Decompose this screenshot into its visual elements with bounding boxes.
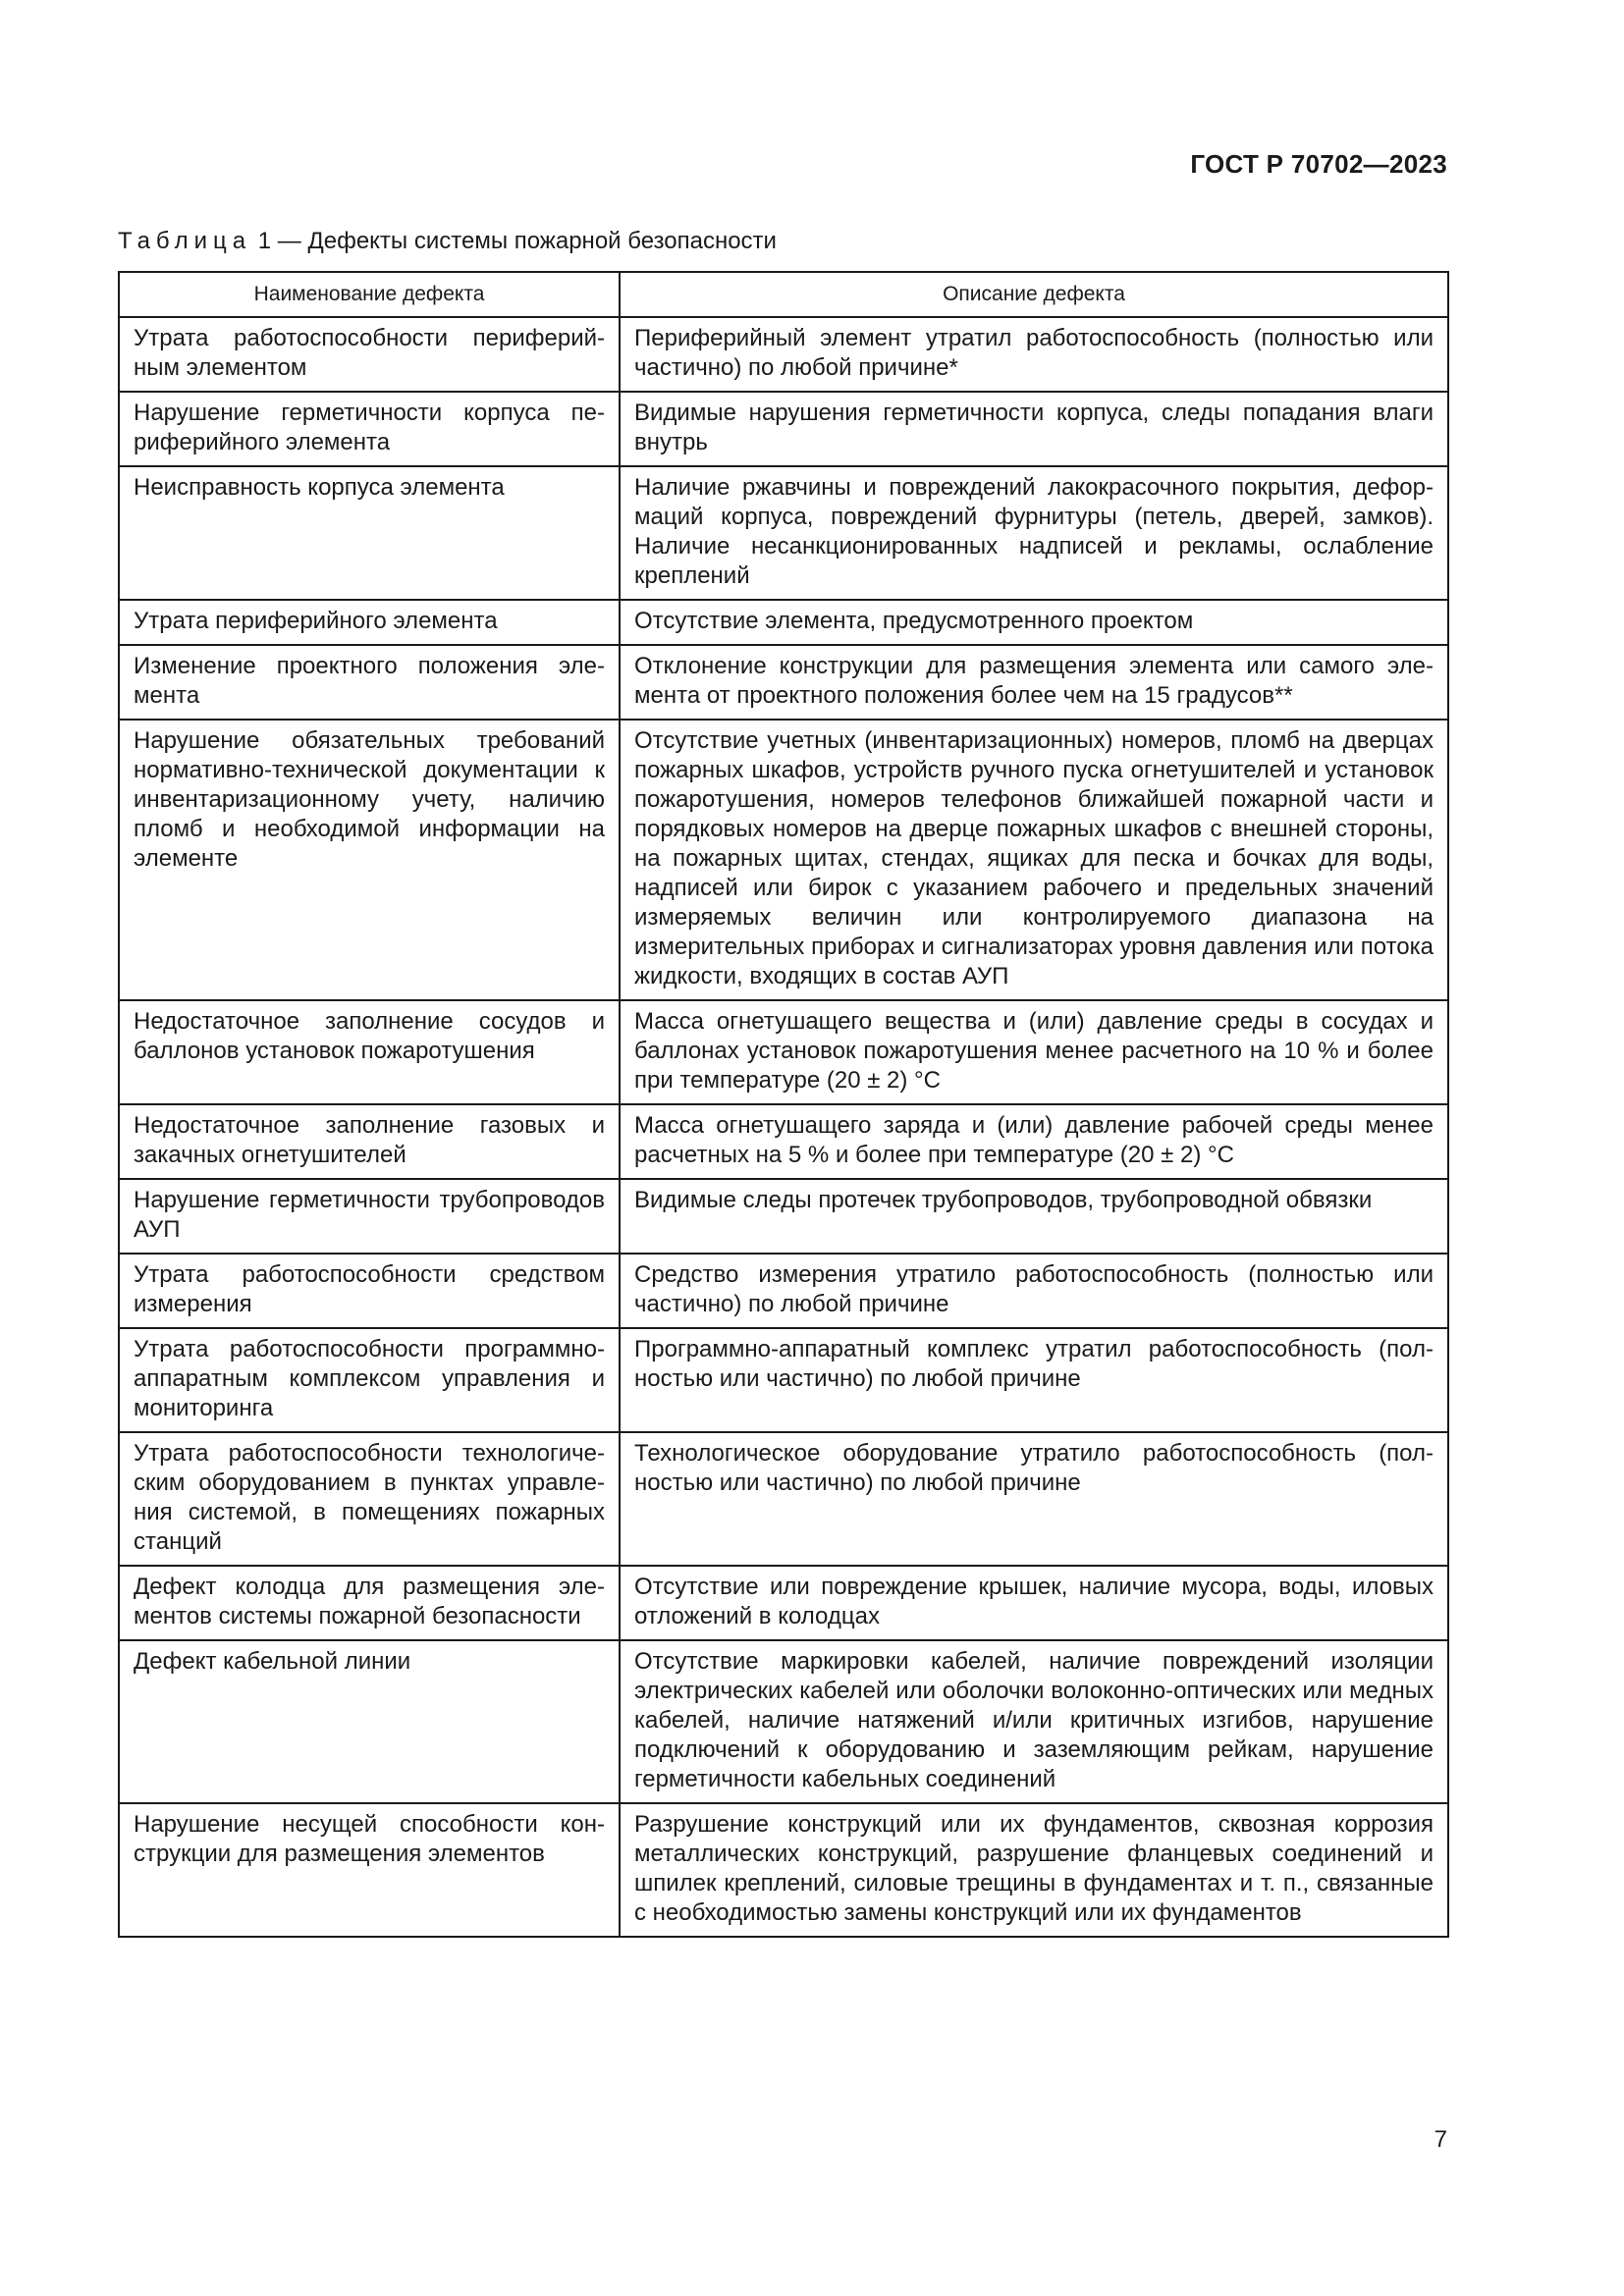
defect-description-cell: Масса огнетушащего заряда и (или) давление рабочей среды менее расчетных на 5 % и более при температуре (20 ± 2) °С (620, 1104, 1448, 1179)
defect-description-cell: Отсутствие учетных (инвентаризационных) номеров, пломб на дверцах пожарных шкафов, устройств ручного пуска огнетушителей и установок пожаротушения, номеров телефонов ближайшей пожарной части и порядковых номеров на дверце пожарных шкафов с внешней стороны, на пожарных щитах, стендах, ящиках для песка и бочках для воды, надписей или бирок с указанием рабочего и предельных значений измеряемых величин или контролируемого диапазона на измерительных приборах и сигнализаторах уровня давления или потока жидкости, входящих в состав АУП (620, 720, 1448, 1000)
table-row (119, 645, 1448, 720)
table-row (119, 466, 1448, 600)
defect-name-cell: Неисправность корпуса элемента (119, 466, 620, 600)
defect-description-cell: Средство измерения утратило работоспособность (полностью или частично) по любой причине (620, 1254, 1448, 1328)
defect-description-cell: Отсутствие или повреждение крышек, наличие мусора, воды, иловых отложений в колодцах (620, 1566, 1448, 1640)
table-row (119, 1803, 1448, 1937)
table-row (119, 1566, 1448, 1640)
defect-description-cell: Видимые нарушения герметичности корпуса, следы попадания влаги внутрь (620, 392, 1448, 466)
defect-name-cell: Утрата работоспособности технологическим оборудованием в пунктах управления системой, в помещениях пожарных станций (119, 1432, 620, 1566)
table-row (119, 720, 1448, 1000)
table-row (119, 600, 1448, 645)
defect-description-cell: Отсутствие элемента, предусмотренного проектом (620, 600, 1448, 645)
column-header-defect-description: Описание дефекта (620, 272, 1448, 317)
table-caption-word: Таблица (118, 228, 252, 254)
defect-name-cell: Нарушение герметичности корпуса периферийного элемента (119, 392, 620, 466)
defect-name-cell: Нарушение обязательных требований нормативно-технической документации к инвентаризационному учету, наличию пломб и необходимой информации на элементе (119, 720, 620, 1000)
defect-description-cell: Видимые следы протечек трубопроводов, трубопроводной обвязки (620, 1179, 1448, 1254)
defect-name-cell: Утрата периферийного элемента (119, 600, 620, 645)
table-row (119, 1640, 1448, 1803)
defect-name-cell: Нарушение несущей способности конструкции для размещения элементов (119, 1803, 620, 1937)
defect-description-cell: Масса огнетушащего вещества и (или) давление среды в сосудах и баллонах установок пожаротушения менее расчетного на 10 % и более при температуре (20 ± 2) °С (620, 1000, 1448, 1104)
table-caption-title: 1 — Дефекты системы пожарной безопасности (257, 228, 777, 254)
page-number: 7 (1434, 2126, 1447, 2153)
defect-description-cell: Отсутствие маркировки кабелей, наличие повреждений изоляции электрических кабелей или оболочки волоконно-оптических или медных кабелей, наличие натяжений и/или критичных изгибов, нарушение подключений к оборудованию и заземляющим рейкам, нарушение герметичности кабельных соединений (620, 1640, 1448, 1803)
column-header-defect-name: Наименование дефекта (119, 272, 620, 317)
table-row (119, 1432, 1448, 1566)
defect-description-cell: Периферийный элемент утратил работоспособность (полностью или частично) по любой причине* (620, 317, 1448, 392)
defect-description-cell: Технологическое оборудование утратило работоспособность (полностью или частично) по любой причине (620, 1432, 1448, 1566)
table-row (119, 1179, 1448, 1254)
defects-table (118, 271, 1449, 1938)
defect-name-cell: Дефект колодца для размещения элементов системы пожарной безопасности (119, 1566, 620, 1640)
table-caption (118, 228, 777, 255)
defect-name-cell: Утрата работоспособности периферийным элементом (119, 317, 620, 392)
table-row (119, 1000, 1448, 1104)
defect-name-cell: Утрата работоспособности программно-аппаратным комплексом управления и мониторинга (119, 1328, 620, 1432)
defect-name-cell: Изменение проектного положения элемента (119, 645, 620, 720)
defect-description-cell: Программно-аппаратный комплекс утратил работоспособность (полностью или частично) по любой причине (620, 1328, 1448, 1432)
table-row (119, 1254, 1448, 1328)
document-code: ГОСТ Р 70702—2023 (1190, 149, 1447, 179)
defect-description-cell: Наличие ржавчины и повреждений лакокрасочного покрытия, деформаций корпуса, повреждений фурнитуры (петель, дверей, замков). Наличие несанкционированных надписей и рекламы, ослабление креплений (620, 466, 1448, 600)
defect-name-cell: Недостаточное заполнение сосудов и баллонов установок пожаротушения (119, 1000, 620, 1104)
defect-name-cell: Дефект кабельной линии (119, 1640, 620, 1803)
table-row (119, 392, 1448, 466)
defect-description-cell: Отклонение конструкции для размещения элемента или самого элемента от проектного положения более чем на 15 градусов** (620, 645, 1448, 720)
defect-description-cell: Разрушение конструкций или их фундаментов, сквозная коррозия металлических конструкций, разрушение фланцевых соединений и шпилек креплений, силовые трещины в фундаментах и т. п., связанные с необходимостью замены конструкций или их фундаментов (620, 1803, 1448, 1937)
table-row (119, 1328, 1448, 1432)
defect-name-cell: Утрата работоспособности средством измерения (119, 1254, 620, 1328)
table-row (119, 1104, 1448, 1179)
table-header-row (119, 272, 1448, 317)
defect-name-cell: Недостаточное заполнение газовых и закачных огнетушителей (119, 1104, 620, 1179)
defect-name-cell: Нарушение герметичности трубопроводов АУП (119, 1179, 620, 1254)
table-row (119, 317, 1448, 392)
